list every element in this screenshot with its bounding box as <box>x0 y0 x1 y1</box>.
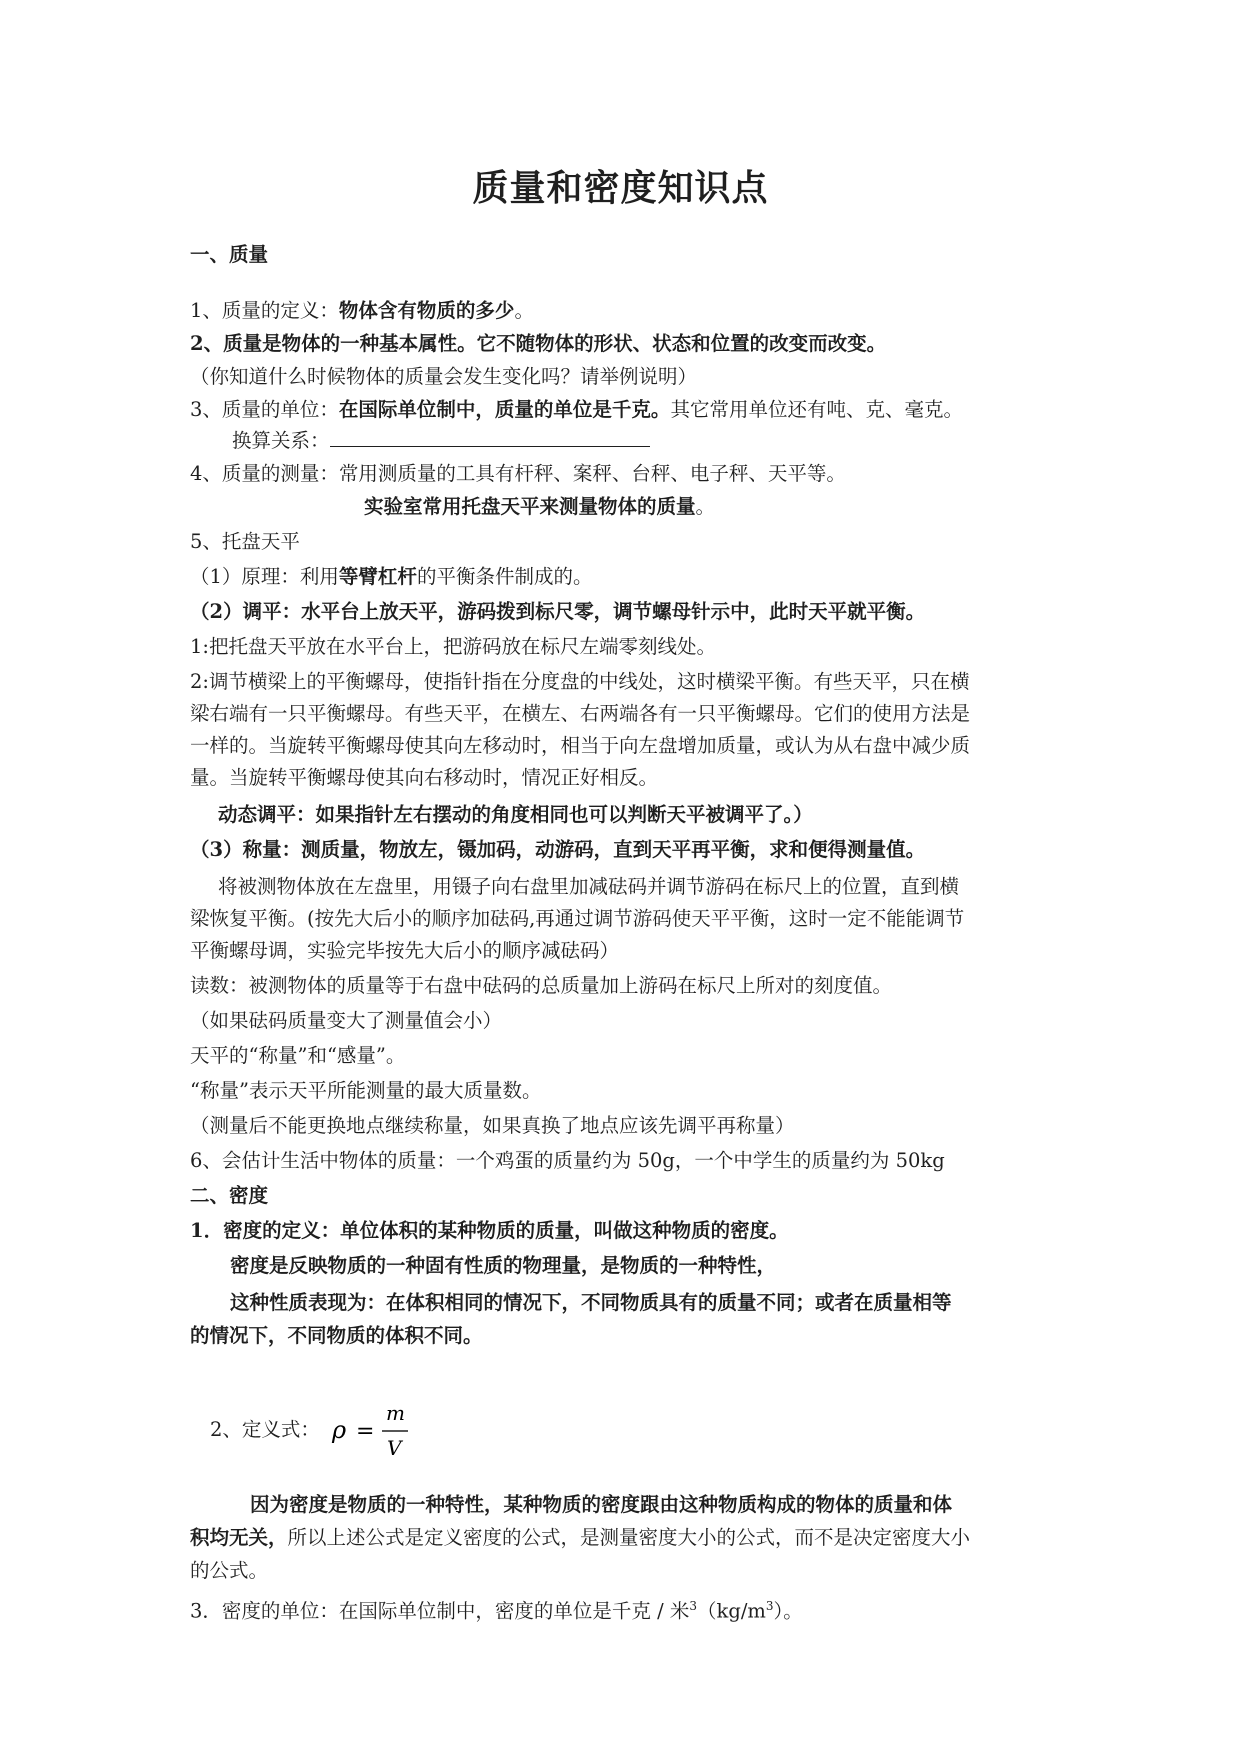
principle-label: （1）原理：利用 <box>190 565 339 588</box>
mass-definition-end: 。 <box>514 299 534 322</box>
weighing-desc-1: 将被测物体放在左盘里，用镊子向右盘里加减砝码并调节游码在标尺上的位置，直到横 <box>218 875 960 898</box>
dynamic-leveling-line: 动态调平：如果指针左右摆动的角度相同也可以判断天平被调平了。） <box>218 803 813 826</box>
formula-numerator: m <box>386 1401 405 1425</box>
conversion-line <box>232 426 1102 456</box>
step2-line-4: 量。当旋转平衡螺母使其向右移动时，情况正好相反。 <box>190 766 659 789</box>
density-unit-text: 3．密度的单位：在国际单位制中，密度的单位是千克 / 米 <box>190 1599 690 1623</box>
lab-balance-line <box>364 492 1234 522</box>
formula-equation <box>330 1398 420 1462</box>
mass-property-line: 2、质量是物体的一种基本属性。它不随物体的形状、状态和位置的改变而改变。 <box>190 332 887 355</box>
mass-unit-line <box>190 395 1060 425</box>
density-explanation-line-1: 这种性质表现为：在体积相同的情况下，不同物质具有的质量不同；或者在质量相等 <box>230 1291 952 1314</box>
formula-equals: = <box>356 1419 375 1444</box>
conversion-blank <box>330 428 650 447</box>
density-independent-text: 积均无关， <box>190 1526 288 1549</box>
heavier-weights-line: （如果砝码质量变大了测量值会小） <box>190 1009 503 1032</box>
density-unit-superscript-2: 3 <box>765 1599 774 1613</box>
mass-definition-text: 物体含有物质的多少 <box>338 299 515 322</box>
conversion-label: 换算关系： <box>232 429 330 452</box>
density-formula <box>210 1398 610 1462</box>
mass-unit-si: 在国际单位制中，质量的单位是千克。 <box>338 398 671 421</box>
weighing-desc-2: 梁恢复平衡。(按先大后小的顺序加砝码,再通过调节游码使天平平衡，这时一定不能能调节 <box>190 907 965 930</box>
mass-measurement-line: 4、质量的测量：常用测质量的工具有杆秤、案秤、台秤、电子秤、天平等。 <box>190 462 846 485</box>
density-explanation-line-2: 的情况下，不同物质的体积不同。 <box>190 1324 483 1347</box>
step2-line-3: 一样的。当旋转平衡螺母使其向左移动时，相当于向左盘增加质量，或认为从右盘中减少质 <box>190 734 971 757</box>
density-characteristic-line-1: 因为密度是物质的一种特性，某种物质的密度跟由这种物质构成的物体的质量和体 <box>250 1493 953 1516</box>
principle-lever: 等臂杠杆 <box>338 565 417 588</box>
tray-balance-heading: 5、托盘天平 <box>190 530 300 553</box>
capacity-sensitivity-line: 天平的“称量”和“感量”。 <box>190 1044 406 1067</box>
mass-unit-label: 3、质量的单位： <box>190 398 339 421</box>
formula-denominator: V <box>387 1436 402 1460</box>
capacity-definition-line: “称量”表示天平所能测量的最大质量数。 <box>190 1079 542 1102</box>
principle-end: 的平衡条件制成的。 <box>416 565 593 588</box>
page-title: 质量和密度知识点 <box>472 167 769 209</box>
density-unit-superscript: 3 <box>689 1599 698 1613</box>
step1-line: 1:把托盘天平放在水平台上，把游码放在标尺左端零刻线处。 <box>190 635 716 658</box>
lab-balance-end: 。 <box>695 495 716 518</box>
density-property-line: 密度是反映物质的一种固有性质的物理量，是物质的一种特性， <box>230 1254 777 1277</box>
section-heading-density: 二、密度 <box>190 1184 269 1207</box>
weighing-desc-3: 平衡螺母调，实验完毕按先大后小的顺序减砝码） <box>190 939 620 962</box>
mass-definition-line <box>190 296 1060 326</box>
density-unit-end: ）。 <box>773 1599 803 1623</box>
lab-balance-text: 实验室常用托盘天平来测量物体的质量 <box>364 495 696 518</box>
formula-label: 2、定义式： <box>210 1418 320 1441</box>
mass-unit-other: 其它常用单位还有吨、克、毫克。 <box>670 398 963 421</box>
density-unit-line <box>190 1591 1060 1627</box>
density-unit-symbol: （kg/m <box>697 1599 766 1623</box>
reading-line: 读数：被测物体的质量等于右盘中砝码的总质量加上游码在标尺上所对的刻度值。 <box>190 974 893 997</box>
mass-question-line: （你知道什么时候物体的质量会发生变化吗？请举例说明） <box>190 365 698 388</box>
formula-rho: ρ <box>332 1416 347 1444</box>
mass-definition-label: 1、质量的定义： <box>190 299 339 322</box>
density-formula-note: 所以上述公式是定义密度的公式，是测量密度大小的公式，而不是决定密度大小 <box>287 1526 971 1549</box>
principle-line <box>190 562 1060 592</box>
step2-line-2: 梁右端有一只平衡螺母。有些天平，在横左、右两端各有一只平衡螺母。它们的使用方法是 <box>190 702 971 725</box>
density-characteristic-line-3: 的公式。 <box>190 1559 269 1582</box>
weighing-line: （3）称量：测质量，物放左，镊加码，动游码，直到天平再平衡，求和便得测量值。 <box>190 838 926 861</box>
leveling-line: （2）调平：水平台上放天平，游码拨到标尺零，调节螺母针示中，此时天平就平衡。 <box>190 600 926 623</box>
section-heading-mass: 一、质量 <box>190 243 269 266</box>
step2-line-1: 2:调节横梁上的平衡螺母，使指针指在分度盘的中线处，这时横梁平衡。有些天平，只在横 <box>190 670 970 693</box>
density-definition-line: 1．密度的定义：单位体积的某种物质的质量，叫做这种物质的密度。 <box>190 1219 789 1242</box>
density-characteristic-line-2 <box>190 1523 1060 1553</box>
relocation-note-line: （测量后不能更换地点继续称量，如果真换了地点应该先调平再称量） <box>190 1114 795 1137</box>
estimate-line: 6、会估计生活中物体的质量：一个鸡蛋的质量约为 50g，一个中学生的质量约为 50kg <box>190 1149 945 1172</box>
